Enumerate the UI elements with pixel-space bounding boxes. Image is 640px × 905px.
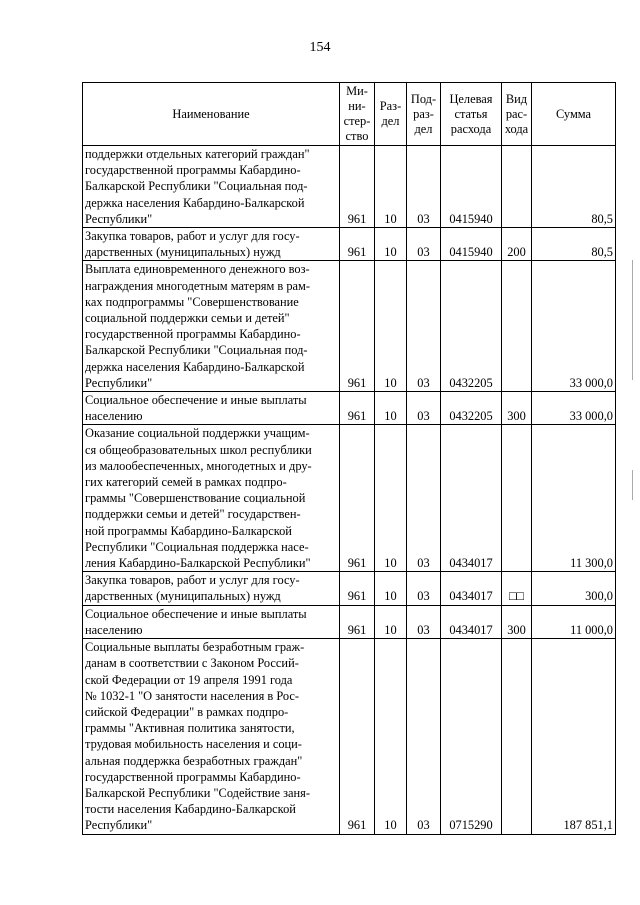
table-row bbox=[83, 392, 616, 425]
cell-subsection: 03 bbox=[407, 146, 441, 228]
cell-subsection: 03 bbox=[407, 425, 441, 572]
cell-sum: 33 000,0 bbox=[532, 392, 616, 425]
cell-type: 300 bbox=[502, 392, 532, 425]
cell-target: 0434017 bbox=[441, 605, 502, 638]
table-row bbox=[83, 572, 616, 605]
cell-target: 0415940 bbox=[441, 146, 502, 228]
cell-section: 10 bbox=[375, 605, 407, 638]
cell-section: 10 bbox=[375, 425, 407, 572]
cell-ministry: 961 bbox=[340, 261, 375, 392]
cell-ministry: 961 bbox=[340, 639, 375, 834]
cell-type: 200 bbox=[502, 228, 532, 261]
cell-subsection: 03 bbox=[407, 639, 441, 834]
cell-section: 10 bbox=[375, 146, 407, 228]
cell-subsection: 03 bbox=[407, 605, 441, 638]
cell-subsection: 03 bbox=[407, 392, 441, 425]
cell-type bbox=[502, 146, 532, 228]
cell-ministry: 961 bbox=[340, 425, 375, 572]
cell-type bbox=[502, 639, 532, 834]
page-number: 154 bbox=[309, 40, 331, 55]
cell-name: Социальное обеспечение и иные выплаты населению bbox=[83, 605, 340, 638]
cell-type: 300 bbox=[502, 605, 532, 638]
header-name: Наименование bbox=[83, 83, 340, 146]
cell-subsection: 03 bbox=[407, 228, 441, 261]
cell-section: 10 bbox=[375, 392, 407, 425]
cell-ministry: 961 bbox=[340, 605, 375, 638]
cell-section: 10 bbox=[375, 639, 407, 834]
cell-ministry: 961 bbox=[340, 228, 375, 261]
cell-type: □□ bbox=[502, 572, 532, 605]
cell-section: 10 bbox=[375, 261, 407, 392]
cell-name: поддержки отдельных категорий граждан" государственной программы Кабардино- Балкарской Республики "Социальная под- держка населения Кабардино-Балкарской Республики" bbox=[83, 146, 340, 228]
cell-name: Социальные выплаты безработным граж- данам в соответствии с Законом Россий- ской Федерации от 19 апреля 1991 года № 1032-1 "О занятости населения в Рос- сийской Федерации" в рамках подпро- граммы "Активная политика занятости, трудовая мобильность населения и соци- альная поддержка безработных граждан" государственной программы Кабардино- Балкарской Республики "Содействие заня- тости населения Кабардино-Балкарской Республики" bbox=[83, 639, 340, 834]
scan-artifact-line bbox=[632, 260, 633, 380]
cell-subsection: 03 bbox=[407, 572, 441, 605]
cell-ministry: 961 bbox=[340, 572, 375, 605]
header-ministry: Ми- ни- стер- ство bbox=[340, 83, 375, 146]
header-section: Раз- дел bbox=[375, 83, 407, 146]
cell-sum: 300,0 bbox=[532, 572, 616, 605]
header-subsection: Под- раз- дел bbox=[407, 83, 441, 146]
table-row bbox=[83, 605, 616, 638]
budget-table bbox=[82, 82, 616, 835]
cell-target: 0434017 bbox=[441, 425, 502, 572]
cell-ministry: 961 bbox=[340, 392, 375, 425]
header-row bbox=[83, 83, 616, 146]
cell-name: Оказание социальной поддержки учащим- ся общеобразовательных школ республики из малообеспеченных, многодетных и дру- гих категорий семей в рамках подпро- граммы "Совершенствование социальной поддержки семьи и детей" государствен- ной программы Кабардино-Балкарской Республики "Социальная поддержка насе- ления Кабардино-Балкарской Республики" bbox=[83, 425, 340, 572]
scan-artifact-line bbox=[632, 470, 633, 500]
cell-sum: 80,5 bbox=[532, 146, 616, 228]
cell-ministry: 961 bbox=[340, 146, 375, 228]
cell-sum: 33 000,0 bbox=[532, 261, 616, 392]
cell-sum: 11 000,0 bbox=[532, 605, 616, 638]
table-row bbox=[83, 228, 616, 261]
table-row bbox=[83, 261, 616, 392]
header-sum: Сумма bbox=[532, 83, 616, 146]
table-row bbox=[83, 425, 616, 572]
cell-target: 0715290 bbox=[441, 639, 502, 834]
cell-target: 0434017 bbox=[441, 572, 502, 605]
table-row bbox=[83, 146, 616, 228]
cell-name: Выплата единовременного денежного воз- награждения многодетным матерям в рам- ках подпрограммы "Совершенствование социальной поддержки семьи и детей" государственной программы Кабардино- Балкарской Республики "Социальная под- держка населения Кабардино-Балкарской Республики" bbox=[83, 261, 340, 392]
cell-name: Социальное обеспечение и иные выплаты населению bbox=[83, 392, 340, 425]
cell-sum: 187 851,1 bbox=[532, 639, 616, 834]
cell-target: 0432205 bbox=[441, 392, 502, 425]
cell-section: 10 bbox=[375, 228, 407, 261]
cell-target: 0415940 bbox=[441, 228, 502, 261]
cell-name: Закупка товаров, работ и услуг для госу- дарственных (муниципальных) нужд bbox=[83, 228, 340, 261]
table-row bbox=[83, 639, 616, 834]
header-type: Вид рас- хода bbox=[502, 83, 532, 146]
cell-sum: 11 300,0 bbox=[532, 425, 616, 572]
cell-section: 10 bbox=[375, 572, 407, 605]
cell-type bbox=[502, 261, 532, 392]
cell-sum: 80,5 bbox=[532, 228, 616, 261]
header-target: Целевая статья расхода bbox=[441, 83, 502, 146]
cell-type bbox=[502, 425, 532, 572]
cell-name: Закупка товаров, работ и услуг для госу- дарственных (муниципальных) нужд bbox=[83, 572, 340, 605]
cell-target: 0432205 bbox=[441, 261, 502, 392]
cell-subsection: 03 bbox=[407, 261, 441, 392]
